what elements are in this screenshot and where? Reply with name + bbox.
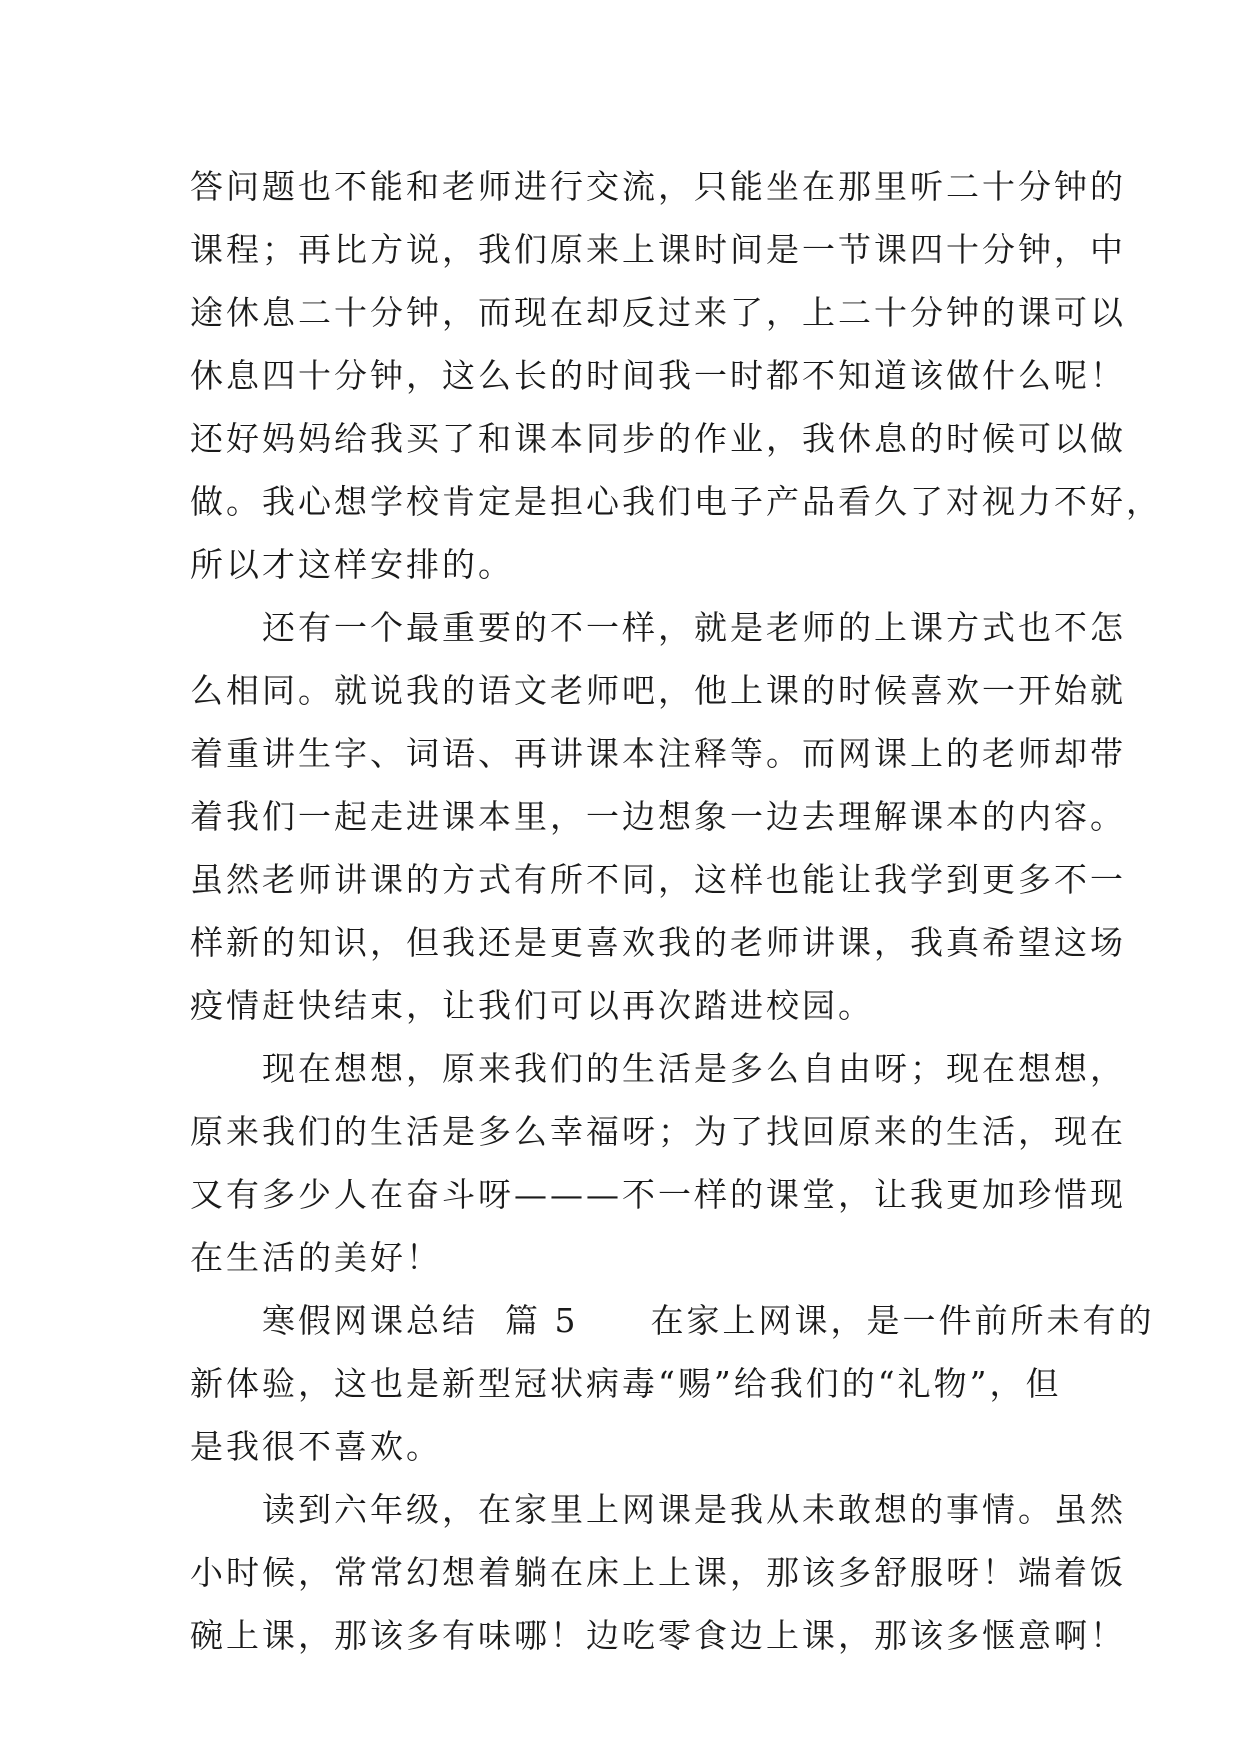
text-line: 课程；再比方说，我们原来上课时间是一节课四十分钟，中	[190, 230, 1126, 269]
text-line: 做。我心想学校肯定是担心我们电子产品看久了对视力不好，	[190, 482, 1162, 521]
body-text	[190, 155, 1162, 1667]
text-line: 答问题也不能和老师进行交流，只能坐在那里听二十分钟的	[190, 167, 1126, 206]
text-line: 读到六年级，在家里上网课是我从未敢想的事情。虽然	[190, 1490, 1126, 1529]
text-line: 还好妈妈给我买了和课本同步的作业，我休息的时候可以做	[190, 419, 1126, 458]
text-line: 碗上课，那该多有味哪！边吃零食边上课，那该多惬意啊！	[190, 1616, 1126, 1655]
text-line: 寒假网课总结 篇 5 在家上网课，是一件前所未有的	[190, 1301, 1155, 1340]
text-line: 疫情赶快结束，让我们可以再次踏进校园。	[190, 986, 874, 1025]
text-line: 着我们一起走进课本里，一边想象一边去理解课本的内容。	[190, 797, 1126, 836]
text-line: 原来我们的生活是多么幸福呀；为了找回原来的生活，现在	[190, 1112, 1126, 1151]
text-line: 所以才这样安排的。	[190, 545, 514, 584]
text-line: 么相同。就说我的语文老师吧，他上课的时候喜欢一开始就	[190, 671, 1126, 710]
text-line: 现在想想，原来我们的生活是多么自由呀；现在想想，	[190, 1049, 1126, 1088]
text-line: 又有多少人在奋斗呀———不一样的课堂，让我更加珍惜现	[190, 1175, 1126, 1214]
text-line: 虽然老师讲课的方式有所不同，这样也能让我学到更多不一	[190, 860, 1126, 899]
text-line: 样新的知识，但我还是更喜欢我的老师讲课，我真希望这场	[190, 923, 1126, 962]
text-line: 还有一个最重要的不一样，就是老师的上课方式也不怎	[190, 608, 1126, 647]
text-line: 休息四十分钟，这么长的时间我一时都不知道该做什么呢！	[190, 356, 1126, 395]
text-line: 小时候，常常幻想着躺在床上上课，那该多舒服呀！端着饭	[190, 1553, 1126, 1592]
text-line: 着重讲生字、词语、再讲课本注释等。而网课上的老师却带	[190, 734, 1126, 773]
text-line: 途休息二十分钟，而现在却反过来了，上二十分钟的课可以	[190, 293, 1126, 332]
text-line: 在生活的美好！	[190, 1238, 442, 1277]
text-line: 是我很不喜欢。	[190, 1427, 442, 1466]
text-line: 新体验，这也是新型冠状病毒“赐”给我们的“礼物”，但	[190, 1364, 1062, 1403]
